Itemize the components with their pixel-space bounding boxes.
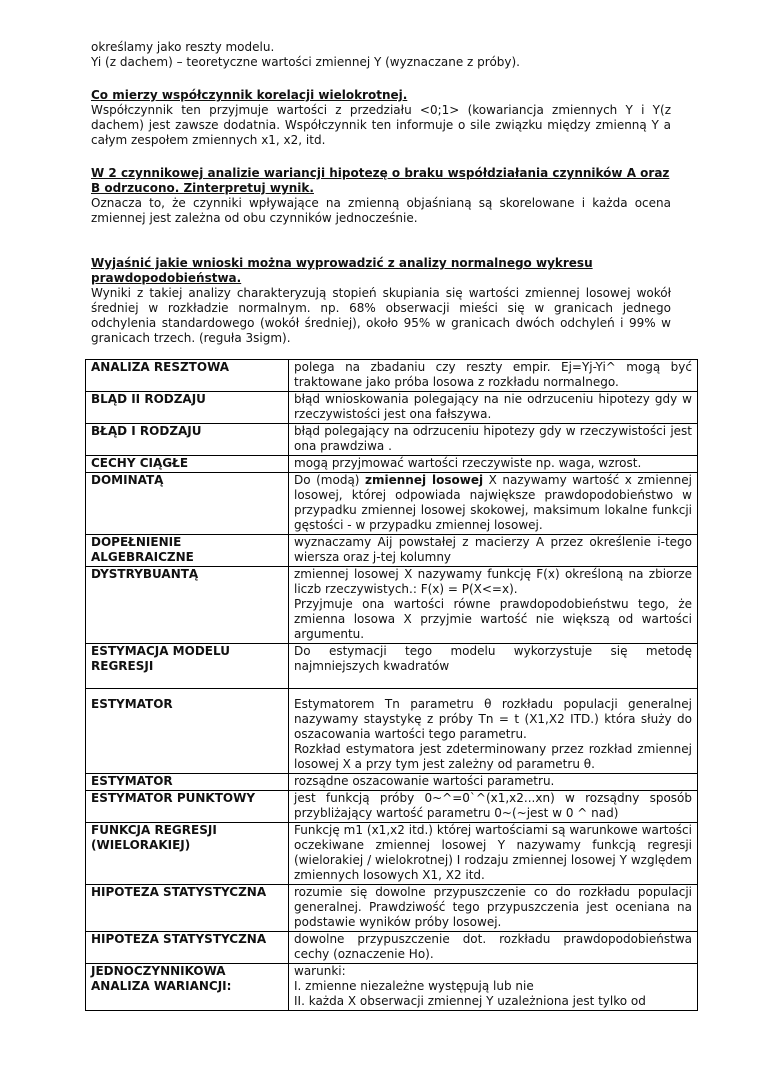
glossary-term: HIPOTEZA STATYSTYCZNA <box>86 932 289 964</box>
glossary-term: JEDNOCZYNNIKOWA ANALIZA WARIANCJI: <box>86 964 289 1011</box>
glossary-row <box>86 392 698 424</box>
glossary-term: ESTYMATOR <box>86 774 289 791</box>
glossary-definition <box>289 567 698 644</box>
definition-text: zmiennej losowej X nazywamy funkcję F(x) określoną na zbiorze liczb rzeczywistych.: F(x) = P(X<=x). <box>294 567 692 596</box>
glossary-term: ESTYMACJA MODELU REGRESJI <box>86 644 289 689</box>
definition-text: warunki: <box>294 964 346 978</box>
intro-line: określamy jako reszty modelu. <box>91 40 275 54</box>
glossary-definition <box>289 964 698 1011</box>
definition-text: II. każda X obserwacji zmiennej Y uzależniona jest tylko od <box>294 994 646 1008</box>
definition-text: jest funkcją próby 0~^=0`^(x1,x2...xn) w rozsądny sposób przybliżający wartość parametru 0~(~jest w 0 ^ nad) <box>294 791 692 820</box>
glossary-term: BLĄD II RODZAJU <box>86 392 289 424</box>
definition-text: Przyjmuje ona wartości równe prawdopodobieństwu tego, że zmienna losowa X przyjmie wartość nie większą od wartości argumentu. <box>294 597 692 641</box>
glossary-definition <box>289 885 698 932</box>
glossary-table <box>85 359 698 1011</box>
definition-text: Do (modą) <box>294 473 366 487</box>
glossary-definition <box>289 791 698 823</box>
glossary-definition <box>289 535 698 567</box>
definition-text: dowolne przypuszczenie dot. rozkładu prawdopodobieństwa cechy (oznaczenie Ho). <box>294 932 692 961</box>
definition-text: błąd wnioskowania polegający na nie odrzuceniu hipotezy gdy w rzeczywistości jest ona fałszywa. <box>294 392 692 421</box>
glossary-term: DYSTRYBUANTĄ <box>86 567 289 644</box>
glossary-definition <box>289 473 698 535</box>
glossary-term: CECHY CIĄGŁE <box>86 456 289 473</box>
glossary-definition <box>289 644 698 689</box>
glossary-definition <box>289 456 698 473</box>
definition-text: Rozkład estymatora jest zdeterminowany przez rozkład zmiennej losowej X a przy tym jest zależny od parametru θ. <box>294 742 692 771</box>
glossary-row <box>86 689 698 774</box>
definition-text: rozumie się dowolne przypuszczenie co do rozkładu populacji generalnej. Prawdziwość tego przypuszczenia jest oceniana na podstawie wyników próby losowej. <box>294 885 692 929</box>
document-page <box>91 40 671 346</box>
glossary-row <box>86 424 698 456</box>
glossary-row <box>86 932 698 964</box>
glossary-definition <box>289 392 698 424</box>
glossary-definition <box>289 424 698 456</box>
glossary-row <box>86 535 698 567</box>
intro-line: Yi (z dachem) – teoretyczne wartości zmiennej Y (wyznaczane z próby). <box>91 55 520 69</box>
glossary-row <box>86 456 698 473</box>
glossary-row <box>86 644 698 689</box>
glossary-row <box>86 473 698 535</box>
glossary-term: FUNKCJA REGRESJI (WIELORAKIEJ) <box>86 823 289 885</box>
glossary-definition <box>289 774 698 791</box>
glossary-row <box>86 885 698 932</box>
glossary-row <box>86 360 698 392</box>
glossary-definition <box>289 932 698 964</box>
glossary-row <box>86 791 698 823</box>
glossary-definition <box>289 360 698 392</box>
glossary-definition <box>289 823 698 885</box>
glossary-term: DOPEŁNIENIE ALGEBRAICZNE <box>86 535 289 567</box>
definition-text: I. zmienne niezależne występują lub nie <box>294 979 534 993</box>
definition-text: Do estymacji tego modelu wykorzystuje się metodę najmniejszych kwadratów <box>294 644 692 673</box>
glossary-term: ESTYMATOR PUNKTOWY <box>86 791 289 823</box>
glossary-term: ANALIZA RESZTOWA <box>86 360 289 392</box>
glossary-row <box>86 567 698 644</box>
glossary-row <box>86 774 698 791</box>
glossary-term: BŁĄD I RODZAJU <box>86 424 289 456</box>
definition-text: błąd polegający na odrzuceniu hipotezy gdy w rzeczywistości jest ona prawdziwa . <box>294 424 692 453</box>
glossary-row <box>86 964 698 1011</box>
glossary-term: DOMINATĄ <box>86 473 289 535</box>
definition-bold-text: zmiennej losowej <box>365 473 484 487</box>
definition-text: polega na zbadaniu czy reszty empir. Ej=Yj-Yi^ mogą być traktowane jako próba losowa z rozkładu normalnego. <box>294 360 692 389</box>
section-heading: W 2 czynnikowej analizie wariancji hipotezę o braku współdziałania czynników A oraz B odrzucono. Zinterpretuj wynik. <box>91 166 670 195</box>
definition-text: wyznaczamy Aij powstałej z macierzy A przez określenie i-tego wiersza oraz j-tej kolumny <box>294 535 692 564</box>
section-body: Współczynnik ten przyjmuje wartości z przedziału <0;1> (kowariancja zmiennych Y i Y(z dachem) jest zawsze dodatnia. Współczynnik ten informuje o sile związku między zmienną Y a całym zespołem zmiennych x1, x2, itd. <box>91 103 671 147</box>
section-heading: Co mierzy współczynnik korelacji wielokrotnej. <box>91 88 408 102</box>
definition-text: Funkcję m1 (x1,x2 itd.) której wartościami są warunkowe wartości oczekiwane zmiennej losowej Y nazywamy funkcją regresji (wielorakiej / wielokrotnej) I rodzaju zmiennej losowej Y względem zmiennych losowych X1, X2 itd. <box>294 823 692 882</box>
definition-text: X nazywamy wartość x zmiennej losowej, której odpowiada największe prawdopodobieństwo w przypadku zmiennej losowej skokowej, maksimum lokalne funkcji gęstości - w przypadku zmiennej losowej. <box>294 473 693 532</box>
glossary-definition <box>289 689 698 774</box>
section-heading: Wyjaśnić jakie wnioski można wyprowadzić z analizy normalnego wykresu prawdopodobieństwa. <box>91 256 593 285</box>
glossary-row <box>86 823 698 885</box>
glossary-term: ESTYMATOR <box>86 689 289 774</box>
section-body: Oznacza to, że czynniki wpływające na zmienną objaśnianą są skorelowane i każda ocena zmiennej jest zależna od obu czynników jednocześnie. <box>91 196 671 225</box>
section-body: Wyniki z takiej analizy charakteryzują stopień skupiania się wartości zmiennej losowej wokół średniej w rozkładzie normalnym. np. 68% obserwacji mieści się w granicach jednego odchylenia standardowego (wokół średniej), około 95% w granicach dwóch odchyleń i 99% w granicach trzech. (reguła 3sigm). <box>91 286 671 345</box>
definition-text: mogą przyjmować wartości rzeczywiste np. waga, wzrost. <box>294 456 642 470</box>
definition-text: rozsądne oszacowanie wartości parametru. <box>294 774 555 788</box>
glossary-term: HIPOTEZA STATYSTYCZNA <box>86 885 289 932</box>
definition-text: Estymatorem Tn parametru θ rozkładu populacji generalnej nazywamy staystykę z próby Tn = t (X1,X2 ITD.) która służy do oszacowania wartości tego parametru. <box>294 697 692 741</box>
